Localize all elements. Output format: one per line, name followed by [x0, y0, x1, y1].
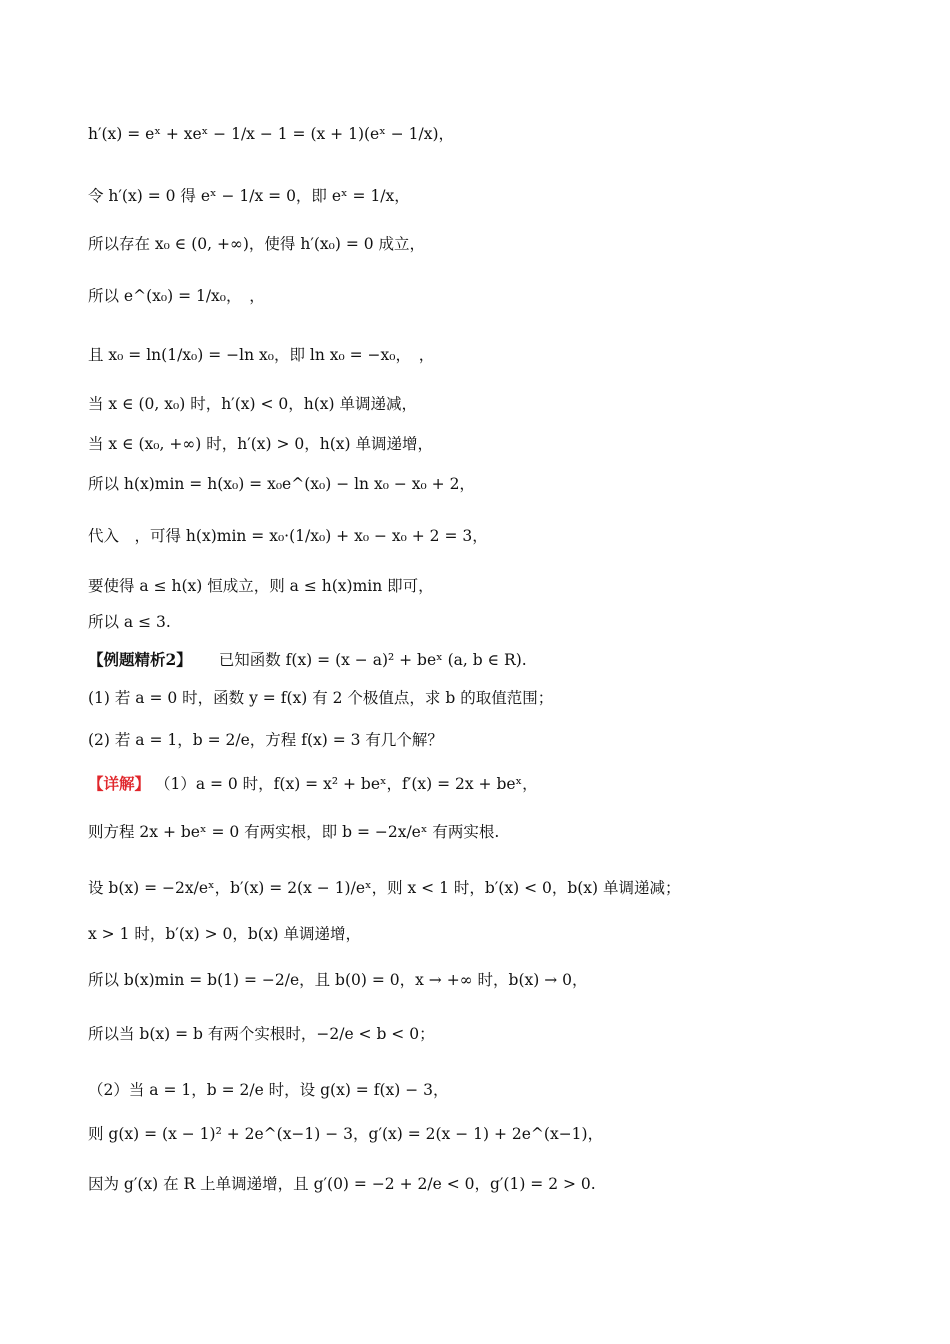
text-line: x > 1 时，b′(x) > 0，b(x) 单调递增，	[88, 925, 362, 943]
text-line: 则 g(x) = (x − 1)² + 2e^(x−1) − 3，g′(x) = 2(x − 1) + 2e^(x−1)，	[88, 1125, 604, 1143]
text-line: （2）当 a = 1，b = 2/e 时，设 g(x) = f(x) − 3，	[88, 1081, 449, 1099]
text-line: 代入 ，可得 h(x)min = x₀·(1/x₀) + x₀ − x₀ + 2 = 3，	[88, 527, 488, 545]
text-line: 所以 b(x)min = b(1) = −2/e，且 b(0) = 0，x → +∞ 时，b(x) → 0，	[88, 971, 588, 989]
text-line: 当 x ∈ (x₀, +∞) 时，h′(x) > 0，h(x) 单调递增，	[88, 435, 434, 453]
text-line: 令 h′(x) = 0 得 eˣ − 1/x = 0，即 eˣ = 1/x，	[88, 187, 410, 205]
solution-first-line: （1）a = 0 时，f(x) = x² + beˣ，f′(x) = 2x + beˣ，	[154, 775, 538, 793]
text-line: 所以存在 x₀ ∈ (0, +∞)，使得 h′(x₀) = 0 成立，	[88, 235, 426, 253]
example-statement: 已知函数 f(x) = (x − a)² + beˣ (a, b ∈ R).	[218, 651, 527, 669]
text-line: 所以当 b(x) = b 有两个实根时，−2/e < b < 0；	[88, 1025, 435, 1043]
solution-tag: 【详解】	[88, 774, 151, 793]
solution-heading	[88, 774, 538, 794]
text-line: 因为 g′(x) 在 R 上单调递增，且 g′(0) = −2 + 2/e < 0，g′(1) = 2 > 0.	[88, 1175, 596, 1193]
text-line: 当 x ∈ (0, x₀) 时，h′(x) < 0，h(x) 单调递减，	[88, 395, 417, 413]
text-line: 则方程 2x + beˣ = 0 有两实根，即 b = −2x/eˣ 有两实根.	[88, 823, 500, 841]
text-line: 且 x₀ = ln(1/x₀) = −ln x₀，即 ln x₀ = −x₀， ，	[88, 346, 435, 364]
example-heading	[88, 650, 527, 670]
example-tag: 【例题精析2】	[88, 650, 192, 669]
text-line: 所以 e^(x₀) = 1/x₀， ，	[88, 287, 265, 305]
question-line: (1) 若 a = 0 时，函数 y = f(x) 有 2 个极值点，求 b 的取值范围；	[88, 689, 554, 707]
text-line: 设 b(x) = −2x/eˣ，b′(x) = 2(x − 1)/eˣ，则 x < 1 时，b′(x) < 0，b(x) 单调递减；	[88, 879, 681, 897]
text-line: h′(x) = eˣ + xeˣ − 1/x − 1 = (x + 1)(eˣ − 1/x)，	[88, 125, 454, 143]
question-line: (2) 若 a = 1，b = 2/e，方程 f(x) = 3 有几个解？	[88, 731, 443, 749]
text-line: 所以 a ≤ 3.	[88, 613, 171, 631]
text-line: 所以 h(x)min = h(x₀) = x₀e^(x₀) − ln x₀ − x₀ + 2，	[88, 475, 475, 493]
text-line: 要使得 a ≤ h(x) 恒成立，则 a ≤ h(x)min 即可，	[88, 577, 434, 595]
